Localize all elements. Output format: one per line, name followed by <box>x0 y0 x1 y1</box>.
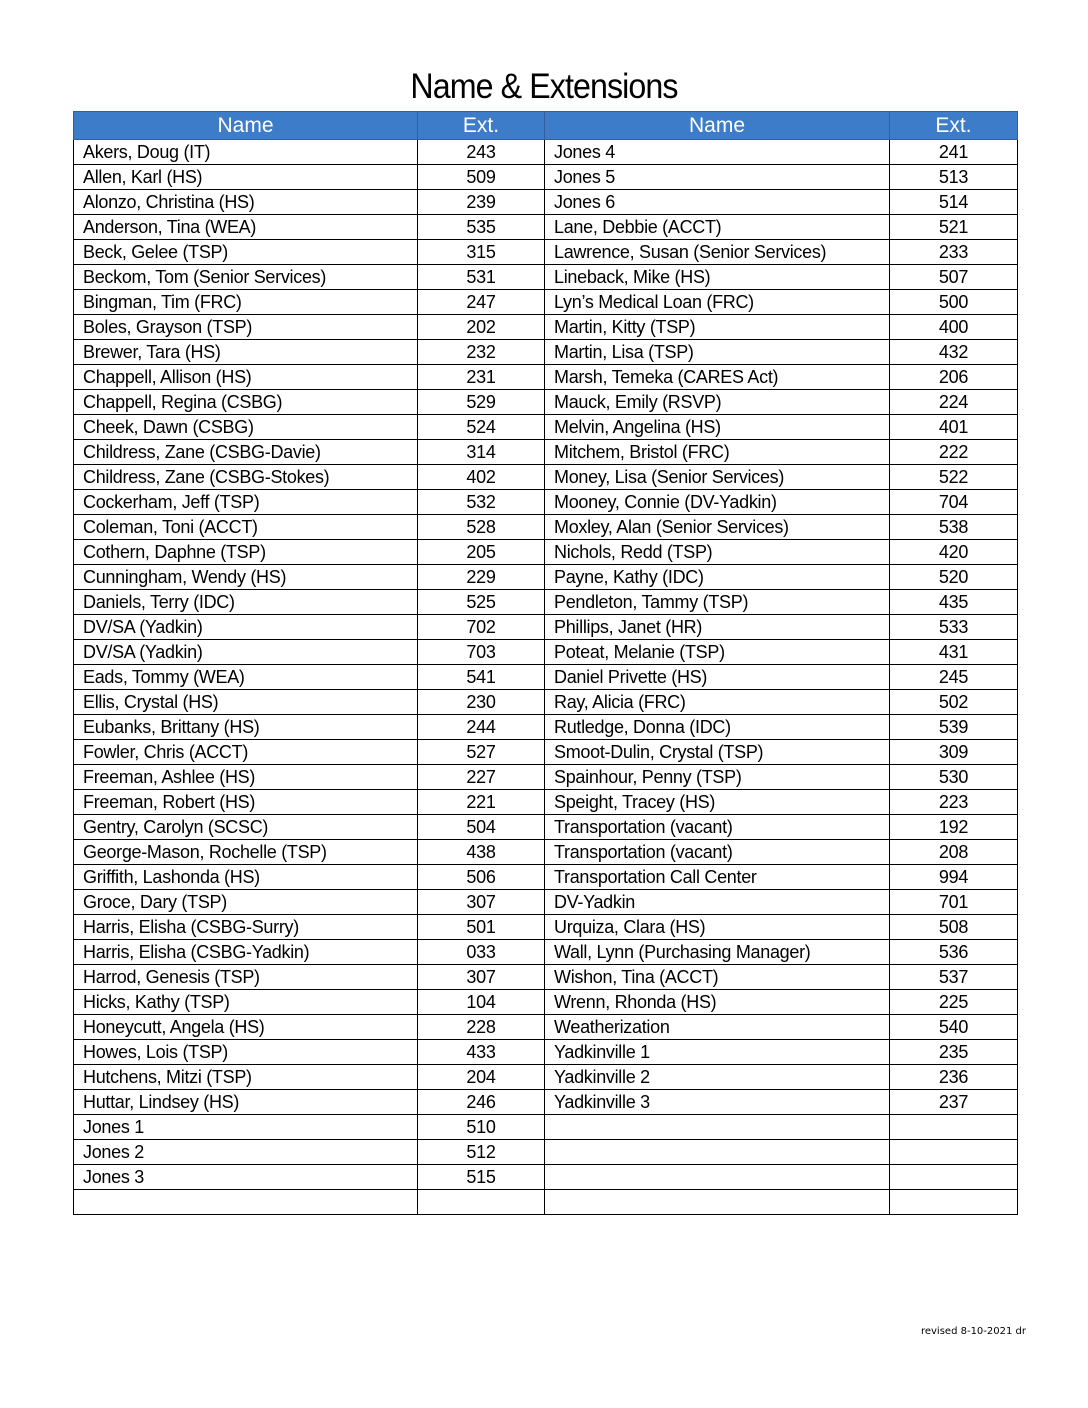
name-cell: Lineback, Mike (HS) <box>545 265 890 290</box>
ext-cell: 230 <box>418 690 545 715</box>
name-cell: DV/SA (Yadkin) <box>74 615 418 640</box>
ext-cell: 208 <box>890 840 1018 865</box>
name-cell: Melvin, Angelina (HS) <box>545 415 890 440</box>
name-cell: Freeman, Ashlee (HS) <box>74 765 418 790</box>
ext-cell: 527 <box>418 740 545 765</box>
name-cell: Boles, Grayson (TSP) <box>74 315 418 340</box>
table-row <box>74 665 1018 690</box>
name-cell <box>545 1190 890 1215</box>
name-cell: Transportation Call Center <box>545 865 890 890</box>
table-row <box>74 965 1018 990</box>
ext-cell: 231 <box>418 365 545 390</box>
extensions-table <box>73 111 1018 1215</box>
ext-cell: 307 <box>418 965 545 990</box>
ext-cell: 504 <box>418 815 545 840</box>
table-row <box>74 615 1018 640</box>
name-cell: George-Mason, Rochelle (TSP) <box>74 840 418 865</box>
name-cell: Jones 6 <box>545 190 890 215</box>
name-cell: Marsh, Temeka (CARES Act) <box>545 365 890 390</box>
name-cell: Hutchens, Mitzi (TSP) <box>74 1065 418 1090</box>
name-cell: Childress, Zane (CSBG-Davie) <box>74 440 418 465</box>
ext-cell <box>890 1165 1018 1190</box>
table-row <box>74 1015 1018 1040</box>
ext-cell: 227 <box>418 765 545 790</box>
ext-cell <box>890 1140 1018 1165</box>
table-row <box>74 340 1018 365</box>
ext-cell: 512 <box>418 1140 545 1165</box>
ext-cell: 228 <box>418 1015 545 1040</box>
ext-cell: 222 <box>890 440 1018 465</box>
name-cell: Martin, Kitty (TSP) <box>545 315 890 340</box>
name-cell: Smoot-Dulin, Crystal (TSP) <box>545 740 890 765</box>
table-body <box>74 140 1018 1215</box>
ext-cell: 530 <box>890 765 1018 790</box>
ext-cell: 704 <box>890 490 1018 515</box>
name-cell: Moxley, Alan (Senior Services) <box>545 515 890 540</box>
table-row <box>74 1040 1018 1065</box>
name-cell: Gentry, Carolyn (SCSC) <box>74 815 418 840</box>
name-cell: Yadkinville 2 <box>545 1065 890 1090</box>
table-row <box>74 990 1018 1015</box>
ext-cell: 502 <box>890 690 1018 715</box>
table-row <box>74 290 1018 315</box>
revision-note: revised 8-10-2021 dr <box>920 1326 1026 1337</box>
table-row <box>74 265 1018 290</box>
name-cell: Urquiza, Clara (HS) <box>545 915 890 940</box>
ext-cell: 508 <box>890 915 1018 940</box>
name-cell: Lane, Debbie (ACCT) <box>545 215 890 240</box>
table-row <box>74 540 1018 565</box>
table-row <box>74 790 1018 815</box>
ext-cell: 402 <box>418 465 545 490</box>
table-row <box>74 690 1018 715</box>
name-cell: Martin, Lisa (TSP) <box>545 340 890 365</box>
ext-cell: 314 <box>418 440 545 465</box>
ext-cell: 243 <box>418 140 545 165</box>
name-cell: Freeman, Robert (HS) <box>74 790 418 815</box>
ext-cell: 244 <box>418 715 545 740</box>
name-cell: Anderson, Tina (WEA) <box>74 215 418 240</box>
name-cell: Jones 4 <box>545 140 890 165</box>
name-cell <box>545 1165 890 1190</box>
page-title: Name & Extensions <box>410 67 678 106</box>
table-row <box>74 565 1018 590</box>
name-cell: Mooney, Connie (DV-Yadkin) <box>545 490 890 515</box>
table-row <box>74 890 1018 915</box>
name-cell: Allen, Karl (HS) <box>74 165 418 190</box>
ext-cell: 433 <box>418 1040 545 1065</box>
ext-cell: 539 <box>890 715 1018 740</box>
header-ext-left: Ext. <box>418 112 545 140</box>
table-row <box>74 215 1018 240</box>
table-row <box>74 165 1018 190</box>
name-cell: Spainhour, Penny (TSP) <box>545 765 890 790</box>
header-name-left: Name <box>74 112 418 140</box>
name-cell: Bingman, Tim (FRC) <box>74 290 418 315</box>
ext-cell: 241 <box>890 140 1018 165</box>
name-cell: Transportation (vacant) <box>545 815 890 840</box>
table-row <box>74 1065 1018 1090</box>
table-row <box>74 440 1018 465</box>
name-cell: Beckom, Tom (Senior Services) <box>74 265 418 290</box>
name-cell: Speight, Tracey (HS) <box>545 790 890 815</box>
table-row <box>74 390 1018 415</box>
table-row <box>74 590 1018 615</box>
ext-cell: 104 <box>418 990 545 1015</box>
name-cell: Mauck, Emily (RSVP) <box>545 390 890 415</box>
name-cell: Coleman, Toni (ACCT) <box>74 515 418 540</box>
header-ext-right: Ext. <box>890 112 1018 140</box>
ext-cell: 538 <box>890 515 1018 540</box>
name-cell: Chappell, Regina (CSBG) <box>74 390 418 415</box>
ext-cell: 531 <box>418 265 545 290</box>
table-row <box>74 1190 1018 1215</box>
ext-cell: 205 <box>418 540 545 565</box>
ext-cell: 309 <box>890 740 1018 765</box>
ext-cell: 702 <box>418 615 545 640</box>
name-cell: Lyn’s Medical Loan (FRC) <box>545 290 890 315</box>
name-cell: Harris, Elisha (CSBG-Yadkin) <box>74 940 418 965</box>
ext-cell: 229 <box>418 565 545 590</box>
ext-cell: 521 <box>890 215 1018 240</box>
table-row <box>74 765 1018 790</box>
ext-cell: 431 <box>890 640 1018 665</box>
name-cell <box>545 1140 890 1165</box>
name-cell: Wishon, Tina (ACCT) <box>545 965 890 990</box>
ext-cell: 233 <box>890 240 1018 265</box>
name-cell: Cheek, Dawn (CSBG) <box>74 415 418 440</box>
name-cell: Wrenn, Rhonda (HS) <box>545 990 890 1015</box>
ext-cell: 533 <box>890 615 1018 640</box>
ext-cell: 520 <box>890 565 1018 590</box>
ext-cell: 435 <box>890 590 1018 615</box>
ext-cell: 994 <box>890 865 1018 890</box>
table-row <box>74 490 1018 515</box>
name-cell: Rutledge, Donna (IDC) <box>545 715 890 740</box>
ext-cell: 206 <box>890 365 1018 390</box>
name-cell: DV-Yadkin <box>545 890 890 915</box>
ext-cell: 529 <box>418 390 545 415</box>
name-cell: Daniels, Terry (IDC) <box>74 590 418 615</box>
ext-cell: 506 <box>418 865 545 890</box>
name-cell: Howes, Lois (TSP) <box>74 1040 418 1065</box>
ext-cell: 204 <box>418 1065 545 1090</box>
table-row <box>74 240 1018 265</box>
name-cell: Yadkinville 3 <box>545 1090 890 1115</box>
ext-cell: 315 <box>418 240 545 265</box>
table-row <box>74 940 1018 965</box>
ext-cell: 501 <box>418 915 545 940</box>
ext-cell: 192 <box>890 815 1018 840</box>
name-cell: Wall, Lynn (Purchasing Manager) <box>545 940 890 965</box>
table-row <box>74 740 1018 765</box>
name-cell: Money, Lisa (Senior Services) <box>545 465 890 490</box>
ext-cell: 524 <box>418 415 545 440</box>
ext-cell: 510 <box>418 1115 545 1140</box>
table-row <box>74 865 1018 890</box>
table-row <box>74 640 1018 665</box>
ext-cell: 237 <box>890 1090 1018 1115</box>
name-cell: Harrod, Genesis (TSP) <box>74 965 418 990</box>
ext-cell: 536 <box>890 940 1018 965</box>
ext-cell: 401 <box>890 415 1018 440</box>
name-cell: Lawrence, Susan (Senior Services) <box>545 240 890 265</box>
name-cell: Transportation (vacant) <box>545 840 890 865</box>
name-cell: Groce, Dary (TSP) <box>74 890 418 915</box>
name-cell: Beck, Gelee (TSP) <box>74 240 418 265</box>
name-cell: Ray, Alicia (FRC) <box>545 690 890 715</box>
name-cell: Nichols, Redd (TSP) <box>545 540 890 565</box>
name-cell: Eubanks, Brittany (HS) <box>74 715 418 740</box>
ext-cell: 532 <box>418 490 545 515</box>
ext-cell: 500 <box>890 290 1018 315</box>
name-cell <box>545 1115 890 1140</box>
table-row <box>74 715 1018 740</box>
ext-cell <box>418 1190 545 1215</box>
table-row <box>74 365 1018 390</box>
name-cell: Childress, Zane (CSBG-Stokes) <box>74 465 418 490</box>
name-cell: Jones 2 <box>74 1140 418 1165</box>
ext-cell: 033 <box>418 940 545 965</box>
name-cell: Griffith, Lashonda (HS) <box>74 865 418 890</box>
ext-cell: 514 <box>890 190 1018 215</box>
ext-cell: 224 <box>890 390 1018 415</box>
ext-cell: 703 <box>418 640 545 665</box>
name-cell: Harris, Elisha (CSBG-Surry) <box>74 915 418 940</box>
name-cell: Jones 1 <box>74 1115 418 1140</box>
name-cell: Fowler, Chris (ACCT) <box>74 740 418 765</box>
name-cell: Pendleton, Tammy (TSP) <box>545 590 890 615</box>
table-row <box>74 815 1018 840</box>
ext-cell: 528 <box>418 515 545 540</box>
name-cell: Honeycutt, Angela (HS) <box>74 1015 418 1040</box>
name-cell: Chappell, Allison (HS) <box>74 365 418 390</box>
table-row <box>74 315 1018 340</box>
ext-cell: 400 <box>890 315 1018 340</box>
ext-cell: 221 <box>418 790 545 815</box>
name-cell: Ellis, Crystal (HS) <box>74 690 418 715</box>
ext-cell: 432 <box>890 340 1018 365</box>
name-cell: Cunningham, Wendy (HS) <box>74 565 418 590</box>
name-cell: Phillips, Janet (HR) <box>545 615 890 640</box>
name-cell: Eads, Tommy (WEA) <box>74 665 418 690</box>
table-row <box>74 1140 1018 1165</box>
name-cell: Mitchem, Bristol (FRC) <box>545 440 890 465</box>
table-row <box>74 190 1018 215</box>
table-row <box>74 1115 1018 1140</box>
ext-cell <box>890 1115 1018 1140</box>
table-row <box>74 1090 1018 1115</box>
name-cell: Daniel Privette (HS) <box>545 665 890 690</box>
ext-cell: 535 <box>418 215 545 240</box>
name-cell: DV/SA (Yadkin) <box>74 640 418 665</box>
table-header-row <box>74 112 1018 140</box>
name-cell: Cockerham, Jeff (TSP) <box>74 490 418 515</box>
ext-cell: 232 <box>418 340 545 365</box>
ext-cell: 235 <box>890 1040 1018 1065</box>
ext-cell: 247 <box>418 290 545 315</box>
ext-cell: 509 <box>418 165 545 190</box>
ext-cell: 537 <box>890 965 1018 990</box>
ext-cell: 438 <box>418 840 545 865</box>
name-cell: Cothern, Daphne (TSP) <box>74 540 418 565</box>
ext-cell: 307 <box>418 890 545 915</box>
table-row <box>74 465 1018 490</box>
ext-cell: 225 <box>890 990 1018 1015</box>
name-cell: Yadkinville 1 <box>545 1040 890 1065</box>
table-row <box>74 1165 1018 1190</box>
ext-cell: 701 <box>890 890 1018 915</box>
name-cell: Jones 3 <box>74 1165 418 1190</box>
name-cell: Brewer, Tara (HS) <box>74 340 418 365</box>
table-row <box>74 840 1018 865</box>
ext-cell: 246 <box>418 1090 545 1115</box>
ext-cell: 420 <box>890 540 1018 565</box>
table-row <box>74 515 1018 540</box>
name-cell: Hicks, Kathy (TSP) <box>74 990 418 1015</box>
ext-cell: 540 <box>890 1015 1018 1040</box>
name-cell: Alonzo, Christina (HS) <box>74 190 418 215</box>
ext-cell: 223 <box>890 790 1018 815</box>
name-cell: Weatherization <box>545 1015 890 1040</box>
ext-cell: 515 <box>418 1165 545 1190</box>
ext-cell: 541 <box>418 665 545 690</box>
ext-cell <box>890 1190 1018 1215</box>
header-name-right: Name <box>545 112 890 140</box>
table-row <box>74 140 1018 165</box>
name-cell: Huttar, Lindsey (HS) <box>74 1090 418 1115</box>
ext-cell: 236 <box>890 1065 1018 1090</box>
name-cell: Jones 5 <box>545 165 890 190</box>
ext-cell: 239 <box>418 190 545 215</box>
name-cell: Akers, Doug (IT) <box>74 140 418 165</box>
ext-cell: 507 <box>890 265 1018 290</box>
ext-cell: 202 <box>418 315 545 340</box>
ext-cell: 525 <box>418 590 545 615</box>
table-row <box>74 915 1018 940</box>
name-cell <box>74 1190 418 1215</box>
ext-cell: 522 <box>890 465 1018 490</box>
name-cell: Payne, Kathy (IDC) <box>545 565 890 590</box>
name-cell: Poteat, Melanie (TSP) <box>545 640 890 665</box>
table-row <box>74 415 1018 440</box>
ext-cell: 245 <box>890 665 1018 690</box>
ext-cell: 513 <box>890 165 1018 190</box>
